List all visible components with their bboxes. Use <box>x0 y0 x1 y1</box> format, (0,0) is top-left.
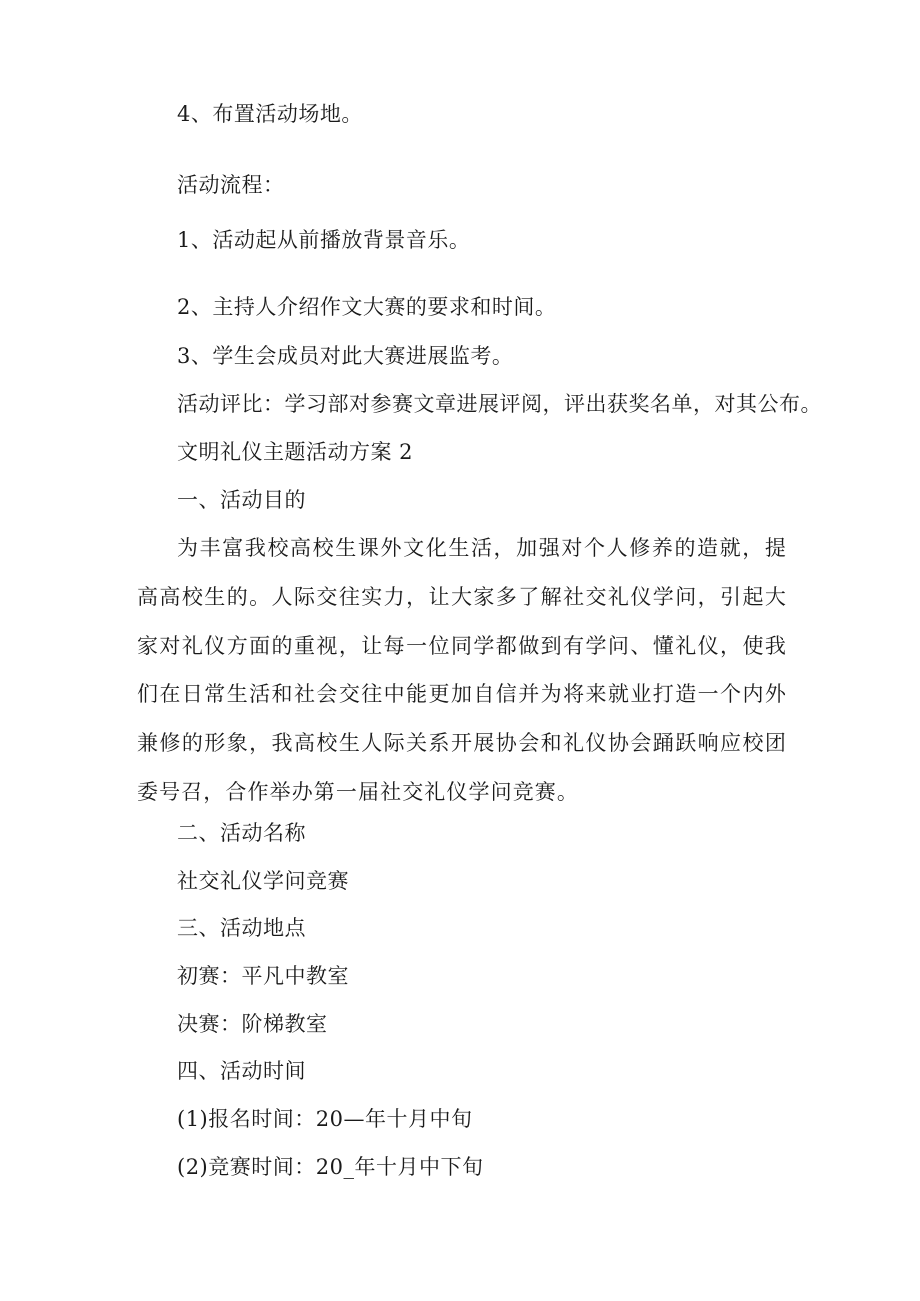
section-title-plan-2: 文明礼仪主题活动方案 2 <box>177 440 414 464</box>
text-line-setup-venue: 4、布置活动场地。 <box>177 102 363 126</box>
text-line-evaluation: 活动评比：学习部对参赛文章进展评阅，评出获奖名单，对其公布。 <box>177 392 822 416</box>
text-line-process-step-2: 2、主持人介绍作文大赛的要求和时间。 <box>177 295 557 319</box>
heading-activity-name: 二、活动名称 <box>177 821 306 845</box>
purpose-paragraph: 为丰富我校高校生课外文化生活，加强对个人修养的造就，提高高校生的。人际交往实力，让大家多了解社交礼仪学问，引起大家对礼仪方面的重视，让每一位同学都做到有学问、懂礼仪，使我们在日常生活和社会交往中能更加自信并为将来就业打造一个内外兼修的形象，我高校生人际关系开展协会和礼仪协会踊跃响应校团委号召，合作举办第一届社交礼仪学问竞赛。 <box>137 536 787 804</box>
heading-purpose: 一、活动目的 <box>177 488 306 512</box>
text-preliminary-location: 初赛：平凡中教室 <box>177 964 349 988</box>
text-registration-time: (1)报名时间：20—年十月中旬 <box>177 1107 473 1131</box>
text-line-process-heading: 活动流程： <box>177 173 285 197</box>
text-line-process-step-3: 3、学生会成员对此大赛进展监考。 <box>177 344 514 368</box>
text-competition-time: (2)竞赛时间：20_年十月中下旬 <box>177 1155 484 1179</box>
heading-activity-time: 四、活动时间 <box>177 1059 306 1083</box>
text-final-location: 决赛：阶梯教室 <box>177 1012 328 1036</box>
text-activity-name: 社交礼仪学问竞赛 <box>177 869 349 893</box>
heading-activity-location: 三、活动地点 <box>177 916 306 940</box>
text-line-process-step-1: 1、活动起从前播放背景音乐。 <box>177 228 471 252</box>
